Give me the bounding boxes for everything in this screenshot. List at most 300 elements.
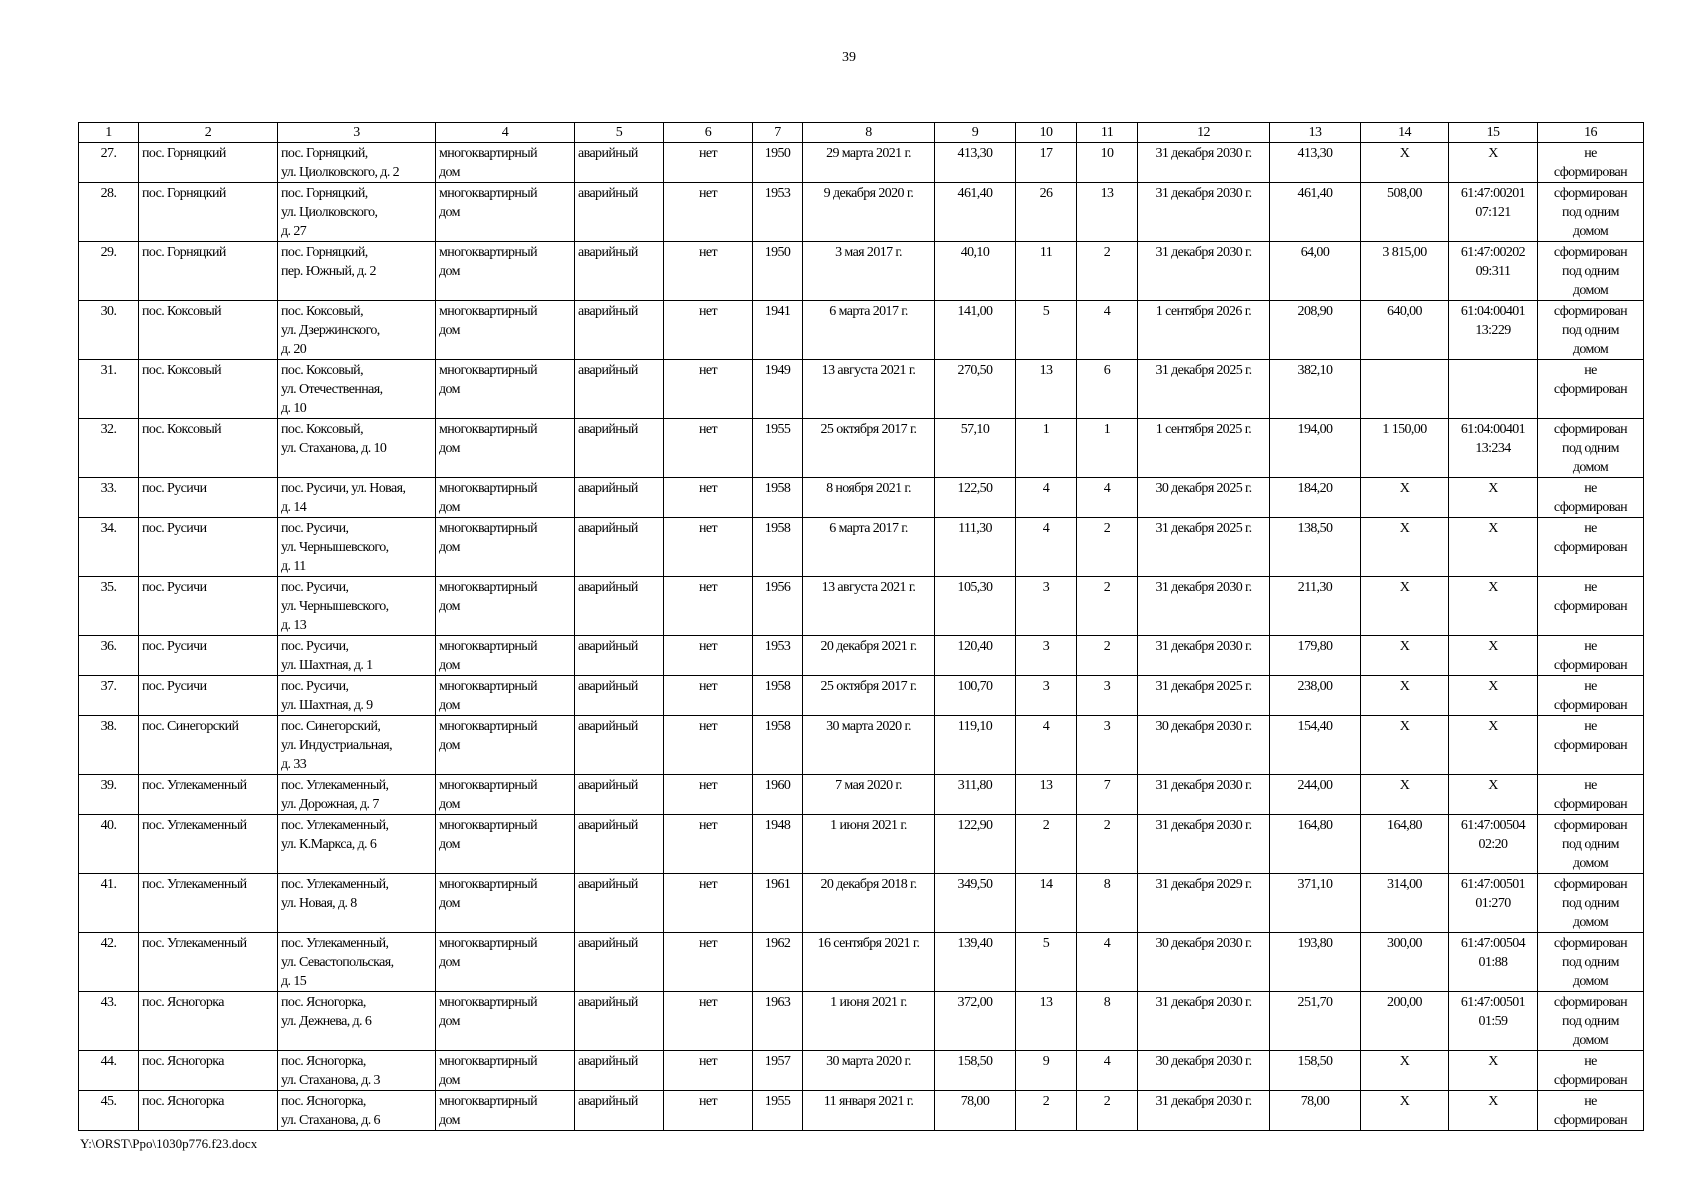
cell-area: 105,30 bbox=[935, 577, 1016, 636]
cell-land-area: X bbox=[1361, 143, 1449, 183]
cell-total-area: 78,00 bbox=[1270, 1091, 1361, 1131]
cell-residents: 3 bbox=[1016, 636, 1077, 676]
table-row bbox=[79, 775, 1644, 815]
cell-row-number: 38. bbox=[79, 716, 139, 775]
cell-land-area: 300,00 bbox=[1361, 933, 1449, 992]
cell-condition: аварийный bbox=[575, 1051, 664, 1091]
cell-settlement: пос. Коксовый bbox=[139, 360, 278, 419]
cell-residents: 17 bbox=[1016, 143, 1077, 183]
cell-address: пос. Коксовый, ул. Стаханова, д. 10 bbox=[278, 419, 436, 478]
cell-settlement: пос. Русичи bbox=[139, 636, 278, 676]
cell-area: 372,00 bbox=[935, 992, 1016, 1051]
cell-row-number: 43. bbox=[79, 992, 139, 1051]
table-row bbox=[79, 874, 1644, 933]
cell-year-built: 1955 bbox=[753, 419, 803, 478]
cell-land-area: X bbox=[1361, 775, 1449, 815]
cell-area: 122,50 bbox=[935, 478, 1016, 518]
cell-year-built: 1941 bbox=[753, 301, 803, 360]
cell-building-type: многоквартирный дом bbox=[436, 419, 575, 478]
cell-year-built: 1958 bbox=[753, 478, 803, 518]
cell-building-type: многоквартирный дом bbox=[436, 577, 575, 636]
cell-land-status: не сформирован bbox=[1538, 360, 1644, 419]
cell-land-area: X bbox=[1361, 577, 1449, 636]
cell-relocation-deadline: 31 декабря 2030 г. bbox=[1138, 577, 1270, 636]
column-header: 15 bbox=[1449, 123, 1538, 143]
cell-relocation-deadline: 31 декабря 2030 г. bbox=[1138, 143, 1270, 183]
cell-row-number: 39. bbox=[79, 775, 139, 815]
cell-year-built: 1955 bbox=[753, 1091, 803, 1131]
table-row bbox=[79, 183, 1644, 242]
cell-settlement: пос. Горняцкий bbox=[139, 242, 278, 301]
cell-row-number: 32. bbox=[79, 419, 139, 478]
cell-demolished: нет bbox=[664, 716, 753, 775]
cell-row-number: 28. bbox=[79, 183, 139, 242]
cell-settlement: пос. Коксовый bbox=[139, 301, 278, 360]
cell-cadastral-number: 61:47:00501 01:270 bbox=[1449, 874, 1538, 933]
cell-residents: 11 bbox=[1016, 242, 1077, 301]
cell-total-area: 193,80 bbox=[1270, 933, 1361, 992]
cell-cadastral-number: X bbox=[1449, 518, 1538, 577]
cell-demolished: нет bbox=[664, 676, 753, 716]
cell-condition: аварийный bbox=[575, 419, 664, 478]
cell-relocation-deadline: 31 декабря 2025 г. bbox=[1138, 518, 1270, 577]
cell-residents: 4 bbox=[1016, 478, 1077, 518]
cell-land-area: 508,00 bbox=[1361, 183, 1449, 242]
cell-settlement: пос. Русичи bbox=[139, 577, 278, 636]
cell-relocation-deadline: 30 декабря 2030 г. bbox=[1138, 933, 1270, 992]
cell-land-status: не сформирован bbox=[1538, 1091, 1644, 1131]
cell-address: пос. Ясногорка, ул. Стаханова, д. 6 bbox=[278, 1091, 436, 1131]
cell-residents: 4 bbox=[1016, 716, 1077, 775]
cell-condition: аварийный bbox=[575, 636, 664, 676]
cell-premises: 2 bbox=[1077, 636, 1138, 676]
cell-relocation-deadline: 31 декабря 2025 г. bbox=[1138, 360, 1270, 419]
cell-relocation-deadline: 31 декабря 2030 г. bbox=[1138, 1091, 1270, 1131]
cell-total-area: 251,70 bbox=[1270, 992, 1361, 1051]
cell-residents: 2 bbox=[1016, 815, 1077, 874]
cell-area: 349,50 bbox=[935, 874, 1016, 933]
cell-recognition-date: 6 марта 2017 г. bbox=[803, 301, 935, 360]
cell-premises: 2 bbox=[1077, 518, 1138, 577]
cell-total-area: 461,40 bbox=[1270, 183, 1361, 242]
cell-cadastral-number bbox=[1449, 360, 1538, 419]
cell-year-built: 1953 bbox=[753, 636, 803, 676]
cell-year-built: 1958 bbox=[753, 518, 803, 577]
cell-address: пос. Горняцкий, ул. Циолковского, д. 2 bbox=[278, 143, 436, 183]
table-row bbox=[79, 636, 1644, 676]
cell-cadastral-number: 61:47:00504 02:20 bbox=[1449, 815, 1538, 874]
cell-year-built: 1953 bbox=[753, 183, 803, 242]
cell-address: пос. Русичи, ул. Чернышевского, д. 13 bbox=[278, 577, 436, 636]
cell-land-area: X bbox=[1361, 636, 1449, 676]
cell-area: 461,40 bbox=[935, 183, 1016, 242]
cell-land-area: X bbox=[1361, 518, 1449, 577]
cell-land-status: не сформирован bbox=[1538, 775, 1644, 815]
cell-condition: аварийный bbox=[575, 577, 664, 636]
cell-land-status: не сформирован bbox=[1538, 518, 1644, 577]
table-row bbox=[79, 518, 1644, 577]
cell-address: пос. Коксовый, ул. Отечественная, д. 10 bbox=[278, 360, 436, 419]
cell-building-type: многоквартирный дом bbox=[436, 183, 575, 242]
cell-premises: 4 bbox=[1077, 478, 1138, 518]
cell-row-number: 45. bbox=[79, 1091, 139, 1131]
cell-cadastral-number: X bbox=[1449, 577, 1538, 636]
cell-building-type: многоквартирный дом bbox=[436, 518, 575, 577]
cell-recognition-date: 6 марта 2017 г. bbox=[803, 518, 935, 577]
cell-row-number: 37. bbox=[79, 676, 139, 716]
cell-address: пос. Горняцкий, пер. Южный, д. 2 bbox=[278, 242, 436, 301]
cell-address: пос. Ясногорка, ул. Стаханова, д. 3 bbox=[278, 1051, 436, 1091]
cell-area: 78,00 bbox=[935, 1091, 1016, 1131]
cell-land-status: сформирован под одним домом bbox=[1538, 419, 1644, 478]
cell-address: пос. Углекаменный, ул. Новая, д. 8 bbox=[278, 874, 436, 933]
cell-address: пос. Русичи, ул. Чернышевского, д. 11 bbox=[278, 518, 436, 577]
cell-recognition-date: 13 августа 2021 г. bbox=[803, 360, 935, 419]
table-row bbox=[79, 419, 1644, 478]
cell-cadastral-number: 61:47:00201 07:121 bbox=[1449, 183, 1538, 242]
cell-address: пос. Русичи, ул. Шахтная, д. 1 bbox=[278, 636, 436, 676]
cell-recognition-date: 25 октября 2017 г. bbox=[803, 676, 935, 716]
cell-row-number: 40. bbox=[79, 815, 139, 874]
cell-cadastral-number: X bbox=[1449, 636, 1538, 676]
cell-year-built: 1950 bbox=[753, 242, 803, 301]
cell-condition: аварийный bbox=[575, 815, 664, 874]
cell-land-status: не сформирован bbox=[1538, 1051, 1644, 1091]
cell-address: пос. Горняцкий, ул. Циолковского, д. 27 bbox=[278, 183, 436, 242]
cell-area: 141,00 bbox=[935, 301, 1016, 360]
cell-land-area: 640,00 bbox=[1361, 301, 1449, 360]
cell-building-type: многоквартирный дом bbox=[436, 992, 575, 1051]
cell-residents: 13 bbox=[1016, 775, 1077, 815]
cell-settlement: пос. Русичи bbox=[139, 518, 278, 577]
cell-land-status: сформирован под одним домом bbox=[1538, 183, 1644, 242]
cell-land-status: не сформирован bbox=[1538, 676, 1644, 716]
cell-demolished: нет bbox=[664, 1091, 753, 1131]
cell-land-area: 200,00 bbox=[1361, 992, 1449, 1051]
cell-relocation-deadline: 30 декабря 2025 г. bbox=[1138, 478, 1270, 518]
cell-settlement: пос. Русичи bbox=[139, 478, 278, 518]
cell-settlement: пос. Углекаменный bbox=[139, 874, 278, 933]
table-row bbox=[79, 1051, 1644, 1091]
cell-relocation-deadline: 30 декабря 2030 г. bbox=[1138, 1051, 1270, 1091]
cell-recognition-date: 29 марта 2021 г. bbox=[803, 143, 935, 183]
table-row bbox=[79, 143, 1644, 183]
cell-recognition-date: 3 мая 2017 г. bbox=[803, 242, 935, 301]
cell-row-number: 27. bbox=[79, 143, 139, 183]
cell-address: пос. Углекаменный, ул. Севастопольская, д. 15 bbox=[278, 933, 436, 992]
column-header: 10 bbox=[1016, 123, 1077, 143]
column-header: 1 bbox=[79, 123, 139, 143]
cell-condition: аварийный bbox=[575, 478, 664, 518]
cell-demolished: нет bbox=[664, 419, 753, 478]
cell-total-area: 158,50 bbox=[1270, 1051, 1361, 1091]
cell-cadastral-number: 61:04:00401 13:229 bbox=[1449, 301, 1538, 360]
cell-residents: 9 bbox=[1016, 1051, 1077, 1091]
cell-condition: аварийный bbox=[575, 992, 664, 1051]
cell-year-built: 1958 bbox=[753, 676, 803, 716]
cell-condition: аварийный bbox=[575, 716, 664, 775]
cell-cadastral-number: 61:47:00504 01:88 bbox=[1449, 933, 1538, 992]
cell-area: 311,80 bbox=[935, 775, 1016, 815]
cell-building-type: многоквартирный дом bbox=[436, 301, 575, 360]
cell-condition: аварийный bbox=[575, 775, 664, 815]
cell-residents: 1 bbox=[1016, 419, 1077, 478]
column-header: 14 bbox=[1361, 123, 1449, 143]
cell-land-status: сформирован под одним домом bbox=[1538, 992, 1644, 1051]
cell-settlement: пос. Коксовый bbox=[139, 419, 278, 478]
cell-row-number: 35. bbox=[79, 577, 139, 636]
cell-land-area: 3 815,00 bbox=[1361, 242, 1449, 301]
cell-premises: 8 bbox=[1077, 874, 1138, 933]
cell-condition: аварийный bbox=[575, 933, 664, 992]
table-row bbox=[79, 933, 1644, 992]
cell-residents: 5 bbox=[1016, 933, 1077, 992]
cell-land-status: не сформирован bbox=[1538, 636, 1644, 676]
cell-relocation-deadline: 31 декабря 2030 г. bbox=[1138, 775, 1270, 815]
column-header: 8 bbox=[803, 123, 935, 143]
cell-recognition-date: 1 июня 2021 г. bbox=[803, 815, 935, 874]
cell-condition: аварийный bbox=[575, 518, 664, 577]
cell-building-type: многоквартирный дом bbox=[436, 478, 575, 518]
cell-total-area: 179,80 bbox=[1270, 636, 1361, 676]
cell-row-number: 29. bbox=[79, 242, 139, 301]
cell-address: пос. Коксовый, ул. Дзержинского, д. 20 bbox=[278, 301, 436, 360]
cell-demolished: нет bbox=[664, 775, 753, 815]
cell-demolished: нет bbox=[664, 815, 753, 874]
cell-building-type: многоквартирный дом bbox=[436, 815, 575, 874]
cell-settlement: пос. Горняцкий bbox=[139, 143, 278, 183]
cell-row-number: 30. bbox=[79, 301, 139, 360]
cell-row-number: 41. bbox=[79, 874, 139, 933]
cell-settlement: пос. Синегорский bbox=[139, 716, 278, 775]
cell-total-area: 194,00 bbox=[1270, 419, 1361, 478]
cell-condition: аварийный bbox=[575, 301, 664, 360]
cell-recognition-date: 9 декабря 2020 г. bbox=[803, 183, 935, 242]
cell-address: пос. Синегорский, ул. Индустриальная, д. 33 bbox=[278, 716, 436, 775]
cell-residents: 14 bbox=[1016, 874, 1077, 933]
cell-premises: 8 bbox=[1077, 992, 1138, 1051]
cell-address: пос. Ясногорка, ул. Дежнева, д. 6 bbox=[278, 992, 436, 1051]
cell-condition: аварийный bbox=[575, 1091, 664, 1131]
cell-relocation-deadline: 31 декабря 2030 г. bbox=[1138, 636, 1270, 676]
cell-land-status: сформирован под одним домом bbox=[1538, 933, 1644, 992]
table-row bbox=[79, 716, 1644, 775]
cell-cadastral-number: X bbox=[1449, 676, 1538, 716]
cell-residents: 5 bbox=[1016, 301, 1077, 360]
cell-area: 413,30 bbox=[935, 143, 1016, 183]
cell-land-status: сформирован под одним домом bbox=[1538, 301, 1644, 360]
cell-condition: аварийный bbox=[575, 874, 664, 933]
cell-settlement: пос. Горняцкий bbox=[139, 183, 278, 242]
cell-cadastral-number: 61:47:00501 01:59 bbox=[1449, 992, 1538, 1051]
cell-recognition-date: 20 декабря 2018 г. bbox=[803, 874, 935, 933]
cell-settlement: пос. Русичи bbox=[139, 676, 278, 716]
cell-land-area: X bbox=[1361, 716, 1449, 775]
cell-demolished: нет bbox=[664, 933, 753, 992]
cell-premises: 7 bbox=[1077, 775, 1138, 815]
cell-premises: 4 bbox=[1077, 933, 1138, 992]
cell-recognition-date: 8 ноября 2021 г. bbox=[803, 478, 935, 518]
cell-total-area: 164,80 bbox=[1270, 815, 1361, 874]
cell-land-area bbox=[1361, 360, 1449, 419]
cell-row-number: 33. bbox=[79, 478, 139, 518]
cell-cadastral-number: 61:04:00401 13:234 bbox=[1449, 419, 1538, 478]
cell-address: пос. Русичи, ул. Шахтная, д. 9 bbox=[278, 676, 436, 716]
cell-total-area: 238,00 bbox=[1270, 676, 1361, 716]
cell-year-built: 1949 bbox=[753, 360, 803, 419]
cell-building-type: многоквартирный дом bbox=[436, 1091, 575, 1131]
cell-relocation-deadline: 1 сентября 2025 г. bbox=[1138, 419, 1270, 478]
cell-area: 122,90 bbox=[935, 815, 1016, 874]
cell-total-area: 382,10 bbox=[1270, 360, 1361, 419]
cell-residents: 3 bbox=[1016, 577, 1077, 636]
header-row bbox=[79, 123, 1644, 143]
cell-residents: 26 bbox=[1016, 183, 1077, 242]
cell-year-built: 1960 bbox=[753, 775, 803, 815]
cell-building-type: многоквартирный дом bbox=[436, 775, 575, 815]
cell-building-type: многоквартирный дом bbox=[436, 636, 575, 676]
cell-cadastral-number: 61:47:00202 09:311 bbox=[1449, 242, 1538, 301]
cell-address: пос. Углекаменный, ул. Дорожная, д. 7 bbox=[278, 775, 436, 815]
cell-year-built: 1957 bbox=[753, 1051, 803, 1091]
table-row bbox=[79, 676, 1644, 716]
cell-land-status: не сформирован bbox=[1538, 577, 1644, 636]
cell-land-status: сформирован под одним домом bbox=[1538, 874, 1644, 933]
cell-residents: 2 bbox=[1016, 1091, 1077, 1131]
cell-year-built: 1962 bbox=[753, 933, 803, 992]
cell-year-built: 1958 bbox=[753, 716, 803, 775]
cell-total-area: 211,30 bbox=[1270, 577, 1361, 636]
cell-total-area: 244,00 bbox=[1270, 775, 1361, 815]
column-header: 4 bbox=[436, 123, 575, 143]
cell-area: 111,30 bbox=[935, 518, 1016, 577]
table-row bbox=[79, 577, 1644, 636]
cell-total-area: 184,20 bbox=[1270, 478, 1361, 518]
table-row bbox=[79, 478, 1644, 518]
cell-demolished: нет bbox=[664, 242, 753, 301]
cell-building-type: многоквартирный дом bbox=[436, 676, 575, 716]
cell-area: 158,50 bbox=[935, 1051, 1016, 1091]
cell-recognition-date: 20 декабря 2021 г. bbox=[803, 636, 935, 676]
cell-row-number: 34. bbox=[79, 518, 139, 577]
cell-year-built: 1963 bbox=[753, 992, 803, 1051]
cell-demolished: нет bbox=[664, 577, 753, 636]
cell-land-area: 1 150,00 bbox=[1361, 419, 1449, 478]
cell-residents: 13 bbox=[1016, 360, 1077, 419]
cell-total-area: 154,40 bbox=[1270, 716, 1361, 775]
table-row bbox=[79, 815, 1644, 874]
cell-building-type: многоквартирный дом bbox=[436, 143, 575, 183]
column-header: 6 bbox=[664, 123, 753, 143]
cell-area: 100,70 bbox=[935, 676, 1016, 716]
cell-row-number: 31. bbox=[79, 360, 139, 419]
cell-residents: 4 bbox=[1016, 518, 1077, 577]
cell-condition: аварийный bbox=[575, 143, 664, 183]
cell-cadastral-number: X bbox=[1449, 478, 1538, 518]
cell-row-number: 36. bbox=[79, 636, 139, 676]
cell-land-status: сформирован под одним домом bbox=[1538, 815, 1644, 874]
cell-row-number: 42. bbox=[79, 933, 139, 992]
cell-recognition-date: 30 марта 2020 г. bbox=[803, 716, 935, 775]
cell-area: 270,50 bbox=[935, 360, 1016, 419]
cell-premises: 2 bbox=[1077, 815, 1138, 874]
cell-residents: 13 bbox=[1016, 992, 1077, 1051]
cell-land-status: не сформирован bbox=[1538, 143, 1644, 183]
cell-total-area: 371,10 bbox=[1270, 874, 1361, 933]
cell-relocation-deadline: 31 декабря 2030 г. bbox=[1138, 183, 1270, 242]
cell-demolished: нет bbox=[664, 143, 753, 183]
cell-relocation-deadline: 31 декабря 2030 г. bbox=[1138, 992, 1270, 1051]
cell-relocation-deadline: 1 сентября 2026 г. bbox=[1138, 301, 1270, 360]
cell-relocation-deadline: 30 декабря 2030 г. bbox=[1138, 716, 1270, 775]
cell-settlement: пос. Углекаменный bbox=[139, 815, 278, 874]
column-header: 11 bbox=[1077, 123, 1138, 143]
cell-recognition-date: 7 мая 2020 г. bbox=[803, 775, 935, 815]
table-row bbox=[79, 992, 1644, 1051]
cell-recognition-date: 16 сентября 2021 г. bbox=[803, 933, 935, 992]
cell-demolished: нет bbox=[664, 1051, 753, 1091]
cell-total-area: 208,90 bbox=[1270, 301, 1361, 360]
cell-total-area: 64,00 bbox=[1270, 242, 1361, 301]
cell-premises: 1 bbox=[1077, 419, 1138, 478]
cell-building-type: многоквартирный дом bbox=[436, 360, 575, 419]
cell-land-area: X bbox=[1361, 478, 1449, 518]
cell-premises: 6 bbox=[1077, 360, 1138, 419]
column-header: 12 bbox=[1138, 123, 1270, 143]
cell-cadastral-number: X bbox=[1449, 1091, 1538, 1131]
cell-land-area: 164,80 bbox=[1361, 815, 1449, 874]
cell-demolished: нет bbox=[664, 636, 753, 676]
table-row bbox=[79, 360, 1644, 419]
cell-area: 40,10 bbox=[935, 242, 1016, 301]
page-number: 39 bbox=[842, 50, 856, 65]
column-header: 16 bbox=[1538, 123, 1644, 143]
table-row bbox=[79, 242, 1644, 301]
cell-year-built: 1950 bbox=[753, 143, 803, 183]
cell-demolished: нет bbox=[664, 478, 753, 518]
cell-recognition-date: 13 августа 2021 г. bbox=[803, 577, 935, 636]
column-header: 9 bbox=[935, 123, 1016, 143]
cell-demolished: нет bbox=[664, 992, 753, 1051]
cell-demolished: нет bbox=[664, 183, 753, 242]
housing-register-table bbox=[78, 122, 1644, 1131]
cell-cadastral-number: X bbox=[1449, 143, 1538, 183]
cell-demolished: нет bbox=[664, 518, 753, 577]
cell-area: 57,10 bbox=[935, 419, 1016, 478]
cell-building-type: многоквартирный дом bbox=[436, 1051, 575, 1091]
cell-total-area: 413,30 bbox=[1270, 143, 1361, 183]
cell-total-area: 138,50 bbox=[1270, 518, 1361, 577]
table-body bbox=[79, 143, 1644, 1131]
cell-cadastral-number: X bbox=[1449, 1051, 1538, 1091]
cell-land-area: X bbox=[1361, 1051, 1449, 1091]
cell-residents: 3 bbox=[1016, 676, 1077, 716]
column-header: 5 bbox=[575, 123, 664, 143]
cell-premises: 2 bbox=[1077, 242, 1138, 301]
cell-year-built: 1961 bbox=[753, 874, 803, 933]
cell-premises: 2 bbox=[1077, 1091, 1138, 1131]
cell-address: пос. Углекаменный, ул. К.Маркса, д. 6 bbox=[278, 815, 436, 874]
cell-settlement: пос. Углекаменный bbox=[139, 775, 278, 815]
cell-recognition-date: 25 октября 2017 г. bbox=[803, 419, 935, 478]
cell-building-type: многоквартирный дом bbox=[436, 242, 575, 301]
cell-year-built: 1948 bbox=[753, 815, 803, 874]
cell-area: 139,40 bbox=[935, 933, 1016, 992]
cell-premises: 2 bbox=[1077, 577, 1138, 636]
cell-land-area: 314,00 bbox=[1361, 874, 1449, 933]
cell-row-number: 44. bbox=[79, 1051, 139, 1091]
cell-building-type: многоквартирный дом bbox=[436, 933, 575, 992]
